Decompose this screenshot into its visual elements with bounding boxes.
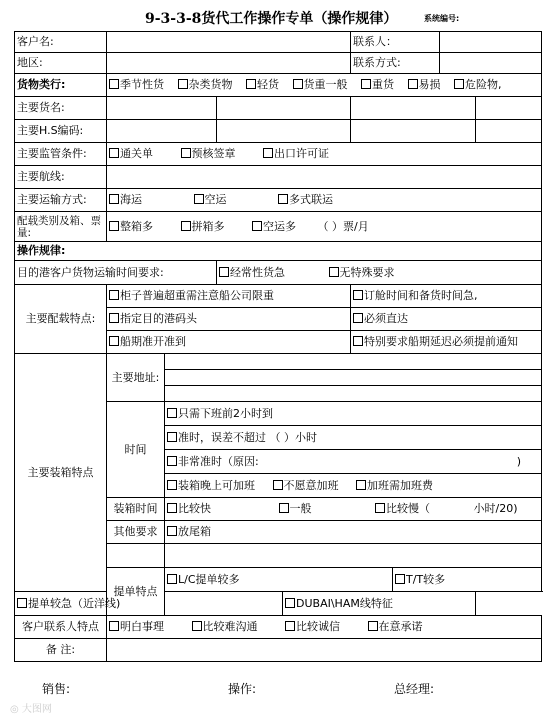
operation-signature-label: 操作: bbox=[228, 682, 257, 696]
checkbox-icon bbox=[353, 290, 363, 300]
time-option[interactable]: 加班需加班费 bbox=[356, 480, 433, 492]
checkbox-icon bbox=[167, 432, 177, 442]
contact-method-label: 联系方式: bbox=[351, 53, 440, 74]
hs-code-field[interactable] bbox=[107, 120, 217, 143]
main-goods-field[interactable] bbox=[351, 97, 476, 120]
cargo-type-option[interactable]: 货重一般 bbox=[293, 79, 348, 91]
cargo-type-options bbox=[107, 74, 542, 97]
hs-code-field[interactable] bbox=[351, 120, 476, 143]
transport-option[interactable]: 多式联运 bbox=[278, 194, 333, 206]
form-header bbox=[0, 6, 555, 26]
checkbox-icon bbox=[353, 336, 363, 346]
hs-code-field[interactable] bbox=[217, 120, 351, 143]
checkbox-icon bbox=[263, 148, 273, 158]
other-extra-field[interactable] bbox=[107, 544, 165, 568]
other-extra-field[interactable] bbox=[165, 544, 542, 568]
contact-method-field[interactable] bbox=[440, 53, 542, 74]
checkbox-icon bbox=[109, 313, 119, 323]
checkbox-icon bbox=[181, 221, 191, 231]
supervision-option[interactable]: 出口许可证 bbox=[263, 148, 329, 160]
checkbox-icon bbox=[109, 194, 119, 204]
checkbox-icon bbox=[109, 336, 119, 346]
destination-label: 目的港客户货物运输时间要求: bbox=[15, 261, 217, 285]
checkbox-icon bbox=[252, 221, 262, 231]
consol-option[interactable]: 整箱多 bbox=[109, 221, 153, 233]
stowage-option[interactable]: 特别要求船期延迟必须提前通知 bbox=[351, 331, 542, 354]
time-label: 时间 bbox=[107, 402, 165, 498]
route-label: 主要航线: bbox=[15, 166, 107, 189]
ops-section-title: 操作规律: bbox=[15, 242, 542, 261]
checkbox-icon bbox=[194, 194, 204, 204]
customer-name-label: 客户名: bbox=[15, 32, 107, 53]
transport-label: 主要运输方式: bbox=[15, 189, 107, 212]
remark-label: 备 注: bbox=[15, 639, 107, 662]
checkbox-icon bbox=[192, 621, 202, 631]
cargo-type-option[interactable]: 易损 bbox=[408, 79, 441, 91]
transport-option[interactable]: 空运 bbox=[194, 194, 227, 206]
checkbox-icon bbox=[17, 598, 27, 608]
checkbox-icon bbox=[167, 408, 177, 418]
checkbox-icon bbox=[167, 456, 177, 466]
checkbox-icon bbox=[408, 79, 418, 89]
cargo-type-option[interactable]: 轻货 bbox=[246, 79, 279, 91]
region-label: 地区: bbox=[15, 53, 107, 74]
address-field[interactable] bbox=[165, 370, 542, 386]
contact-feature-option[interactable]: 在意承诺 bbox=[368, 621, 423, 633]
checkbox-icon bbox=[279, 503, 289, 513]
address-field[interactable] bbox=[165, 354, 542, 370]
transport-option[interactable]: 海运 bbox=[109, 194, 142, 206]
checkbox-icon bbox=[285, 621, 295, 631]
checkbox-icon bbox=[329, 267, 339, 277]
time-option[interactable]: 准时，误差不超过 （ ）小时 bbox=[165, 426, 542, 450]
form-table bbox=[14, 31, 542, 662]
loading-time-options: 比较快 一般 比较慢（ 小时/20) bbox=[165, 498, 542, 521]
watermark: ◎ 大图网 bbox=[10, 704, 52, 715]
cargo-type-option[interactable]: 季节性货 bbox=[109, 79, 164, 91]
loading-time-label: 装箱时间 bbox=[107, 498, 165, 521]
consol-ticket-count: （ ）票/月 bbox=[317, 219, 369, 233]
loading-time-option[interactable]: 比较慢（ bbox=[375, 503, 430, 515]
checkbox-icon bbox=[278, 194, 288, 204]
contact-field[interactable] bbox=[440, 32, 542, 53]
supervision-option[interactable]: 通关单 bbox=[109, 148, 153, 160]
time-options-overtime bbox=[165, 474, 542, 498]
checkbox-icon bbox=[273, 480, 283, 490]
consol-option[interactable]: 拼箱多 bbox=[181, 221, 225, 233]
destination-options bbox=[217, 261, 542, 285]
destination-option[interactable]: 无特殊要求 bbox=[329, 267, 395, 279]
contact-feature-option[interactable]: 明白事理 bbox=[109, 621, 164, 633]
hs-code-label: 主要H.S编码: bbox=[15, 120, 107, 143]
checkbox-icon bbox=[109, 621, 119, 631]
checkbox-icon bbox=[375, 503, 385, 513]
supervision-label: 主要监管条件: bbox=[15, 143, 107, 166]
stowage-option[interactable]: 指定目的港码头 bbox=[107, 308, 351, 331]
stowage-option[interactable]: 船期准开准到 bbox=[107, 331, 351, 354]
checkbox-icon bbox=[395, 574, 405, 584]
supervision-option[interactable]: 预核签章 bbox=[181, 148, 236, 160]
bl-label: 提单特点 bbox=[107, 568, 165, 616]
checkbox-icon bbox=[181, 148, 191, 158]
checkbox-icon bbox=[454, 79, 464, 89]
checkbox-icon bbox=[368, 621, 378, 631]
time-option[interactable]: 非常准时（原因: ) bbox=[165, 450, 542, 474]
customer-name-field[interactable] bbox=[107, 32, 351, 53]
loading-time-option[interactable]: 一般 bbox=[279, 503, 312, 515]
system-number-label: 系统编号: bbox=[424, 14, 460, 23]
checkbox-icon bbox=[167, 480, 177, 490]
cargo-type-option[interactable]: 危险物, bbox=[454, 79, 502, 91]
checkbox-icon bbox=[361, 79, 371, 89]
contact-feature-option[interactable]: 比较诚信 bbox=[285, 621, 340, 633]
checkbox-icon bbox=[356, 480, 366, 490]
other-option[interactable]: 放尾箱 bbox=[165, 521, 542, 544]
checkbox-icon bbox=[167, 526, 177, 536]
checkbox-icon bbox=[246, 79, 256, 89]
contact-feature-label: 客户联系人特点 bbox=[15, 616, 107, 639]
region-field[interactable] bbox=[107, 53, 351, 74]
checkbox-icon bbox=[293, 79, 303, 89]
stowage-option[interactable]: 柜子普遍超重需注意船公司限重 bbox=[107, 285, 351, 308]
checkbox-icon bbox=[285, 598, 295, 608]
checkbox-icon bbox=[178, 79, 188, 89]
main-goods-field[interactable] bbox=[476, 97, 542, 120]
checkbox-icon bbox=[219, 267, 229, 277]
bl-option[interactable]: T/T较多 bbox=[393, 568, 542, 592]
loading-label: 主要装箱特点 bbox=[15, 354, 107, 592]
main-goods-field[interactable] bbox=[107, 97, 217, 120]
main-goods-field[interactable] bbox=[217, 97, 351, 120]
checkbox-icon bbox=[109, 290, 119, 300]
loading-time-option[interactable]: 比较快 bbox=[167, 503, 211, 515]
checkbox-icon bbox=[109, 148, 119, 158]
main-goods-label: 主要货名: bbox=[15, 97, 107, 120]
stowage-label: 主要配载特点: bbox=[15, 285, 107, 354]
supervision-options bbox=[107, 143, 542, 166]
sales-signature-label: 销售: bbox=[42, 682, 71, 696]
checkbox-icon bbox=[353, 313, 363, 323]
transport-options bbox=[107, 189, 542, 212]
checkbox-icon bbox=[109, 221, 119, 231]
time-option[interactable]: 不愿意加班 bbox=[273, 480, 339, 492]
stowage-option[interactable]: 必须直达 bbox=[351, 308, 542, 331]
operation-form bbox=[14, 31, 541, 662]
contact-feature-options bbox=[107, 616, 542, 639]
manager-signature-label: 总经理: bbox=[394, 682, 435, 696]
time-option[interactable]: 装箱晚上可加班 bbox=[167, 480, 255, 492]
address-label: 主要地址: bbox=[107, 354, 165, 402]
route-field[interactable] bbox=[107, 166, 542, 189]
cargo-type-label: 货物类行: bbox=[15, 74, 107, 97]
checkbox-icon bbox=[167, 574, 177, 584]
address-field[interactable] bbox=[165, 386, 542, 402]
other-label: 其他要求 bbox=[107, 521, 165, 544]
consol-option[interactable]: 空运多 bbox=[252, 221, 296, 233]
consol-label: 配载类别及箱、票量: bbox=[15, 212, 107, 242]
cargo-type-option[interactable]: 重货 bbox=[361, 79, 394, 91]
hs-code-field[interactable] bbox=[476, 120, 542, 143]
remark-field[interactable] bbox=[107, 639, 542, 662]
consol-options bbox=[107, 212, 542, 242]
bl-option[interactable]: DUBAI\HAM线特征 bbox=[283, 592, 476, 616]
contact-label: 联系人： bbox=[351, 32, 440, 53]
contact-feature-option[interactable]: 比较难沟通 bbox=[192, 621, 258, 633]
signature-footer bbox=[0, 680, 555, 700]
bl-option[interactable]: L/C提单较多 bbox=[165, 568, 393, 592]
checkbox-icon bbox=[109, 79, 119, 89]
stowage-option[interactable]: 订舱时间和备货时间急, bbox=[351, 285, 542, 308]
checkbox-icon bbox=[167, 503, 177, 513]
bl-option[interactable]: 提单较急（近洋线) bbox=[15, 592, 283, 616]
form-title: 9-3-3-8货代工作操作专单（操作规律） bbox=[145, 11, 398, 27]
destination-option[interactable]: 经常性货急 bbox=[219, 267, 285, 279]
time-option[interactable]: 只需下班前2小时到 bbox=[165, 402, 542, 426]
cargo-type-option[interactable]: 杂类货物 bbox=[178, 79, 233, 91]
